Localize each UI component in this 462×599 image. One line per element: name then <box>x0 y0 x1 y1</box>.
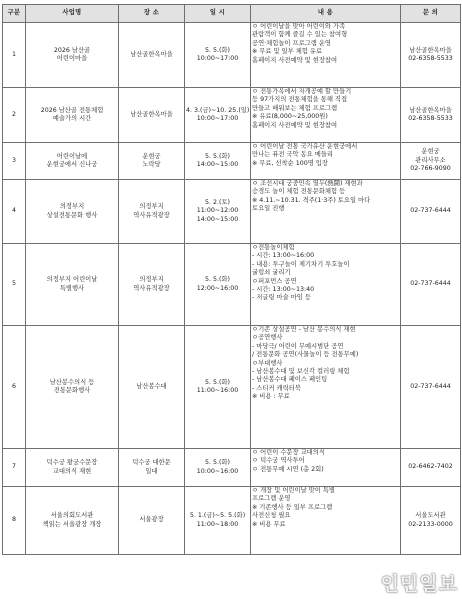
contact-cell-line: 운현궁 <box>421 148 440 156</box>
table-header-row <box>3 5 461 23</box>
details-cell-line: 공연·체험놀이 프로그램 운영 <box>252 39 331 47</box>
row-number: 2 <box>3 88 26 143</box>
place-cell-line: 남산골한옥마을 <box>130 50 173 58</box>
place-cell <box>119 180 185 244</box>
row-number: 8 <box>3 487 26 555</box>
table-row <box>3 143 461 180</box>
table-row <box>3 88 461 143</box>
program-name-line: 덕수궁 왕궁수문장 <box>46 459 98 467</box>
details-cell-line: ㅇ부대행사 <box>252 359 283 367</box>
details-cell <box>251 88 401 143</box>
details-cell <box>251 143 401 180</box>
place-cell-line: 서울광장 <box>139 516 164 524</box>
contact-cell-line: 남산골한옥마을 <box>409 106 452 114</box>
datetime-cell-line: 11:00~12:00 <box>196 207 239 215</box>
place-cell-line: 덕수궁 대한문 <box>132 459 171 467</box>
program-name-line: 2026 남산골 전통체험 <box>40 106 104 114</box>
details-cell-line: 굴렁쇠 굴리기 <box>252 269 291 277</box>
watermark-logo: 인민일보 <box>380 573 458 595</box>
details-cell-line: ※ 무료, 선착순 100명 입장 <box>252 159 328 167</box>
datetime-cell-line: 12:00~16:00 <box>196 284 239 292</box>
row-number: 6 <box>3 326 26 449</box>
contact-cell <box>401 449 461 487</box>
details-cell-line: ㅇ 조선시대 궁중민속 열두(熱鬪) 재현과 <box>252 180 363 187</box>
program-name <box>26 487 119 555</box>
contact-cell <box>401 23 461 88</box>
program-name <box>26 326 119 449</box>
details-cell-line: ㅇ퍼포먼스 공연 <box>252 277 297 285</box>
datetime-cell-line: 5. 5.(화) <box>204 378 230 386</box>
row-number: 1 <box>3 23 26 88</box>
program-name <box>26 244 119 326</box>
datetime-cell-line: 11:00~16:00 <box>196 387 239 394</box>
datetime-cell-line: 14:00~15:00 <box>196 215 239 223</box>
details-cell-line: - 시간: 13:00~13:40 <box>252 286 315 294</box>
datetime-cell-line: 10:00~17:00 <box>196 115 239 122</box>
place-cell-line: 노락당 <box>142 161 161 168</box>
details-cell-line: ※ 4.11.~10.31. 격주(1·3주) 토요일 마다 <box>252 196 371 204</box>
datetime-cell-line: 5. 5.(화) <box>204 152 230 160</box>
details-cell <box>251 244 401 326</box>
details-cell-line: / 전통문화 공연(사물놀이 등 전통무예) <box>252 351 359 359</box>
table-row <box>3 326 461 449</box>
header-no: 구분 <box>3 5 26 23</box>
program-name-line: 교대의식 재현 <box>52 467 92 475</box>
details-cell-line: ㅇ기존 상설공연 - 남산 봉수의식 재현 <box>252 326 356 333</box>
details-cell-line: ※ 기존행사 등 일부 프로그램 <box>252 503 333 511</box>
header-datetime: 일 시 <box>185 5 251 23</box>
place-cell-line: 남산봉수대 <box>136 382 167 390</box>
details-cell-line: ※ 비용 무료 <box>252 520 286 528</box>
table-row <box>3 244 461 326</box>
place-cell <box>119 449 185 487</box>
datetime-cell <box>185 244 251 326</box>
place-cell-line: 역사유적광장 <box>133 284 170 292</box>
place-cell-line: 역사유적광장 <box>133 211 170 219</box>
details-cell-line: - 스티커 캐릭터북 <box>252 384 301 392</box>
program-name-line: 의정부지 어린이날 <box>46 276 98 284</box>
details-cell <box>251 180 401 244</box>
details-cell-line: ㅇ 덕수궁 역사투어 <box>252 457 305 465</box>
contact-cell-line: 02-737-6444 <box>410 382 451 390</box>
datetime-cell <box>185 449 251 487</box>
event-schedule-table <box>2 4 461 555</box>
datetime-cell <box>185 23 251 88</box>
datetime-cell <box>185 487 251 555</box>
place-cell-line: 일대 <box>145 467 158 475</box>
contact-cell-line: 남산골한옥마을 <box>409 46 452 54</box>
datetime-cell-line: 5. 5.(화) <box>204 276 230 284</box>
details-cell-line: 등 97가지의 전통체험을 통해 직접 <box>252 96 348 104</box>
place-cell <box>119 487 185 555</box>
contact-cell-line: 02-6358-5533 <box>408 115 453 122</box>
place-cell-line: 의정부지 <box>139 203 164 211</box>
datetime-cell-line: 10:00~17:00 <box>196 55 239 62</box>
details-cell-line: 홈페이지 사전예약 및 현장참여 <box>252 121 338 129</box>
details-cell-line: - 마당극/ 어린이 무예시범단 공연 <box>252 342 344 350</box>
program-name-line: 전통문화행사 <box>53 387 91 394</box>
details-cell-line: ㅇ공연행사 <box>252 334 283 342</box>
place-cell-line: 남산골한옥마을 <box>130 110 173 118</box>
details-cell-line: ㅇ 전통가옥에서 자개공예 할 만들기 <box>252 88 352 95</box>
program-name-line: 예술가의 시간 <box>52 115 92 122</box>
datetime-cell-line: 5. 5.(화) <box>204 459 230 467</box>
place-cell <box>119 23 185 88</box>
contact-cell <box>401 326 461 449</box>
program-name <box>26 88 119 143</box>
place-cell-line: 의정부지 <box>139 276 164 284</box>
contact-cell-line: 02-2133-0000 <box>408 520 453 528</box>
row-number: 4 <box>3 180 26 244</box>
contact-cell <box>401 244 461 326</box>
header-details: 내 용 <box>251 5 401 23</box>
details-cell-line: ㅇ 전통무예 시연 (총 2회) <box>252 465 324 473</box>
program-name-line: 2026 남산골 <box>53 46 91 54</box>
program-name-line: 상설전통문화 행사 <box>46 211 98 219</box>
place-cell <box>119 326 185 449</box>
contact-cell <box>401 88 461 143</box>
details-cell-line: - 내용: 투구놀이 제기차기 투호놀이 <box>252 260 350 268</box>
contact-cell-line: 02-6358-5533 <box>408 55 453 62</box>
datetime-cell-line: 5. 2.(토) <box>204 198 230 206</box>
table-row <box>3 487 461 555</box>
datetime-cell <box>185 180 251 244</box>
details-cell-line: ㅇ 어린이날을 맞아 어린이와 가족 <box>252 23 346 30</box>
program-name-line: 어린이마을 <box>56 55 88 62</box>
details-cell-line: 프로그램 운영 <box>252 495 291 503</box>
place-cell <box>119 88 185 143</box>
program-name-line: 남산봉수의식 등 <box>49 378 95 386</box>
row-number: 5 <box>3 244 26 326</box>
datetime-cell-line: 5. 1.(금)~5. 5.(화) <box>189 512 246 520</box>
details-cell-line: ※ 무료 및 일부 체험 유료 <box>252 48 323 56</box>
program-name <box>26 449 119 487</box>
header-place: 장 소 <box>119 5 185 23</box>
details-cell <box>251 326 401 449</box>
place-cell-line: 운현궁 <box>142 152 161 160</box>
details-cell-line: 만나는 퓨전 국악 동요 메들리 <box>252 151 333 159</box>
details-cell-line: 승경도 놀이 체험 전통문화체험 등 <box>252 188 346 196</box>
header-contact: 문 의 <box>401 5 461 23</box>
datetime-cell <box>185 143 251 180</box>
datetime-cell <box>185 88 251 143</box>
details-cell <box>251 487 401 555</box>
details-cell-line: ※ 비용 : 무료 <box>252 393 290 401</box>
datetime-cell-line: 14:00~15:00 <box>196 161 239 168</box>
program-name-line: 특별행사 <box>59 284 85 292</box>
program-name-line: 서울의회도서관 <box>50 512 94 520</box>
contact-cell-line: 02-766-9090 <box>410 165 451 173</box>
program-name <box>26 143 119 180</box>
details-cell-line: ㅇ전통놀이체험 <box>252 244 295 251</box>
datetime-cell-line: 11:00~18:00 <box>196 520 239 528</box>
details-cell-line: ㅇ 개장 및 어린이날 맞이 특별 <box>252 487 336 494</box>
contact-cell-line: 관리사무소 <box>415 156 446 164</box>
table-row <box>3 23 461 88</box>
details-cell-line: 만들고 배워보는 체험 프로그램 <box>252 104 338 112</box>
details-cell-line: 사전신청 필요 <box>252 512 291 520</box>
contact-cell <box>401 143 461 180</box>
program-name-line: 운현궁에서 신나궁 <box>46 161 98 168</box>
place-cell <box>119 143 185 180</box>
datetime-cell-line: 5. 5.(화) <box>204 46 230 54</box>
details-cell-line: - 남산봉수대 페이스 페인팅 <box>252 376 328 384</box>
details-cell-line: 관람객이 함께 즐길 수 있는 참여형 <box>252 31 348 39</box>
details-cell-line: - 저글링 마술 마임 등 <box>252 294 311 302</box>
header-program: 사업명 <box>26 5 119 23</box>
details-cell-line: - 남산봉수대 및 보신각 컬러링 체험 <box>252 368 350 376</box>
datetime-cell-line: 4. 3.(금)~10. 25.(일) <box>186 106 250 114</box>
row-number: 3 <box>3 143 26 180</box>
row-number: 7 <box>3 449 26 487</box>
contact-cell-line: 02-737-6444 <box>410 280 451 288</box>
program-name-line: 어린이날에 <box>56 152 88 160</box>
contact-cell <box>401 487 461 555</box>
datetime-cell <box>185 326 251 449</box>
table-row <box>3 449 461 487</box>
contact-cell-line: 02-737-6444 <box>410 207 451 215</box>
program-name <box>26 23 119 88</box>
datetime-cell-line: 10:00~16:00 <box>196 467 239 475</box>
program-name-line: 의정부지 <box>59 203 85 211</box>
program-name-line: 책읽는 서울광장 개장 <box>42 520 102 528</box>
contact-cell-line: 서울도서관 <box>415 512 446 520</box>
program-name <box>26 180 119 244</box>
contact-cell <box>401 180 461 244</box>
details-cell <box>251 449 401 487</box>
details-cell-line: 홈페이지 사전예약 및 현장참여 <box>252 56 338 64</box>
details-cell-line: ㅇ 어린이 수문장 교대의식 <box>252 449 325 456</box>
details-cell <box>251 23 401 88</box>
table-row <box>3 180 461 244</box>
contact-cell-line: 02-6462-7402 <box>408 463 453 471</box>
details-cell-line: ※ 유료(8,000~25,000원) <box>252 113 328 121</box>
details-cell-line: ㅇ 어린이날 전통 국가유산 운현궁에서 <box>252 143 358 150</box>
details-cell-line: - 시간: 13:00~16:00 <box>252 252 315 260</box>
place-cell <box>119 244 185 326</box>
details-cell-line: 토요일 진행 <box>252 205 285 213</box>
